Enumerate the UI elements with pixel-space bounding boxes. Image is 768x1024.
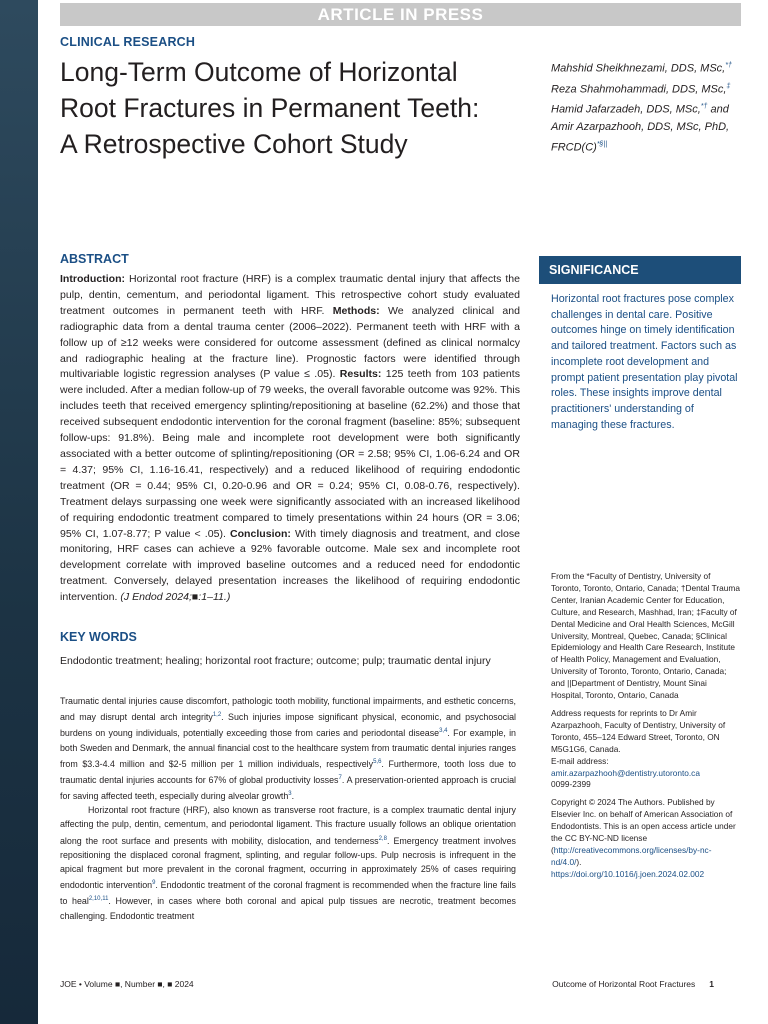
section-label: CLINICAL RESEARCH	[60, 35, 196, 49]
conclusion-text: With timely diagnosis and treatment, and close monitoring, HRF cases can achieve a 92% favorable outcome. Male sex and incomplete root development correlate with improved baseline outcomes and a reduced need for endodontic treatment. Conversely, delayed presentation increases the likelihood of requiring endodontic intervention.	[60, 527, 520, 604]
ref-link[interactable]: 3	[288, 791, 292, 798]
copyright-text: Copyright © 2024 The Authors. Published by Elsevier Inc. on behalf of American Association of Endodontists. This is an open access article under the CC BY-NC-ND license (	[551, 797, 736, 855]
significance-heading: SIGNIFICANCE	[539, 256, 741, 284]
running-title: Outcome of Horizontal Root Fractures	[552, 979, 696, 989]
body-p2-b: . Emergency treatment involves repositioning the displaced coronal fragment, splinting, and regular follow-ups. Pulp necrosis is infrequent in the apical fragment but more prevalent in the coronal fragment, occurring in approximately 25% of cases requiring endodontic intervention	[60, 835, 516, 891]
body-p1-f: .	[291, 791, 295, 802]
results-label: Results:	[335, 368, 382, 381]
body-p1-c: . For example, in both Sweden and Denmark, the annual financial cost to the healthcare system from traumatic dental injuries ranges from $3.3-4.4 million and $2-5 million per 1 million individuals, respectively	[60, 728, 516, 769]
footer-running-title	[552, 979, 714, 989]
ref-link[interactable]: 7	[338, 774, 342, 781]
author-2-affil: ‡	[726, 82, 731, 90]
license-link[interactable]: http://creativecommons.org/licenses/by-nc-nd/4.0/	[551, 844, 712, 867]
body-p2-a: Horizontal root fracture (HRF), also known as transverse root fracture, is a complex traumatic dental injury affecting the pulp, dentin, cementum, and periodontal ligament. This fracture usually follows an oblique orientation along the root surface and presents with mobility, dislocation, and tenderness	[60, 805, 516, 846]
author-3: Hamid Jafarzadeh, DDS, MSc,	[551, 103, 701, 116]
body-paragraph-2	[60, 803, 516, 923]
body-p1-b: . Such injuries impose significant physical, economic, and psychosocial burdens on young individuals, potentially exceeding those from caries and periodontal disease	[60, 712, 516, 739]
conclusion-label: Conclusion:	[225, 527, 291, 540]
ref-link[interactable]: 9	[152, 880, 156, 887]
reprint-address	[551, 708, 741, 779]
results-text: 125 teeth from 103 patients were included. After a median follow-up of 79 weeks, the overall favorable outcome was 92%. This includes teeth that received emergency splinting/repositioning at baseline (62.2%) and those that received subsequent endodontic intervention for the coronal fragment (baseline: 85%; subsequent follow-ups: 91.8%). Being male and incomplete root development were both significantly associated with a better outcome of splinting/repositioning (OR = 2.58; 95% CI, 1.06-6.24 and OR = 4.37; 95% CI, 1.16-16.41, respectively) and a reduced likelihood of requiring endodontic treatment (OR = 0.44; 95% CI, 0.20-0.96 and OR = 0.24; 95% CI, 0.08-0.76, respectively). Treatment delays surpassing one week were significantly associated with an increased likelihood of requiring endodontic treatment compared to timely presentations within 24 hours (OR = 3.06; 95% CI, 1.07-8.77; P value < .05).	[60, 368, 520, 540]
significance-text: Horizontal root fractures pose complex challenges in dental care. Positive outcomes hinge on timely identification and tailored treatment. Factors such as incomplete root development and prompt patient presentation play pivotal roles. These insights improve dental practitioners' understanding of managing these fractures.	[551, 293, 738, 431]
author-3-affil: *†	[700, 103, 708, 111]
ref-link[interactable]: 2,8	[378, 835, 387, 842]
body-p2-c: . Endodontic treatment of the coronal fragment is recommended when the fracture line fails to heal	[60, 880, 516, 907]
doi-link[interactable]: https://doi.org/10.1016/j.joen.2024.02.002	[551, 868, 705, 879]
author-1-affil: *†	[725, 62, 732, 69]
author-1: Mahshid Sheikhnezami, DDS, MSc,	[551, 62, 726, 75]
ref-link[interactable]: 1,2	[212, 712, 222, 719]
methods-text: We analyzed clinical and radiographic data from a dental trauma center (2006–2022). Permanent teeth with HRF with a follow up of ≥12 weeks were considered for outcome assessment (defined as clinical normalcy and radiographic healing at the fracture line). Prognostic factors were identified through multivariable logistic regression analyses (P value ≤ .05).	[60, 304, 520, 381]
article-title: Long-Term Outcome of Horizontal Root Fractures in Permanent Teeth: A Retrospective Cohort Study	[60, 57, 480, 159]
page-number: 1	[709, 979, 714, 989]
article-in-press-banner: ARTICLE IN PRESS	[60, 3, 741, 26]
author-2: Reza Shahmohammadi, DDS, MSc,	[551, 83, 727, 96]
body-p1-d: . Furthermore, tooth loss due to traumatic dental injuries accounts for 67% of global productivity losses	[60, 758, 516, 785]
author-4: Amir Azarpazhooh, DDS, MSc, PhD, FRCD(C)	[551, 120, 730, 154]
ref-link[interactable]: 5,6	[373, 758, 382, 765]
email-link[interactable]: amir.azarpazhooh@dentistry.utoronto.ca	[551, 767, 700, 778]
intro-text: Horizontal root fracture (HRF) is a complex traumatic dental injury that affects the pulp, dentin, cementum, and periodontal ligament. This retrospective cohort study evaluated treatment outcomes in permanent teeth with HRF.	[60, 273, 520, 317]
body-p2-d: . However, in cases where both coronal and apical pulp tissues are necrotic, treatment becomes challenging. Endodontic treatment	[60, 896, 516, 921]
keywords-heading: KEY WORDS	[60, 630, 137, 644]
left-color-bar	[0, 0, 38, 1024]
methods-label: Methods:	[324, 304, 380, 317]
affiliations-block	[551, 571, 741, 887]
address-text: Address requests for reprints to Dr Amir Azarpazhooh, Faculty of Dentistry, University of Toronto, 455–124 Edward Street, Toronto, ON M5G1G6, Canada.	[551, 707, 726, 754]
ref-link[interactable]: 3,4	[439, 728, 448, 735]
affiliations-text: From the *Faculty of Dentistry, University of Toronto, Toronto, Ontario, Canada; †Dental Trauma Center, Iranian Academic Center for Education, Culture, and Research, Mashhad, Iran; ‡Faculty of Dental Medicine and Oral Health Sciences, McGill University, Montreal, Quebec, Canada; §Clinical Epidemiology and Health Care Research, Institute of Health Policy, Management and Evaluation, University of Toronto, Toronto, Ontario, Canada; and ||Department of Dentistry, Mount Sinai Hospital, Toronto, Ontario, Canada	[551, 571, 740, 701]
issn: 0099-2399	[551, 779, 591, 790]
abstract-heading: ABSTRACT	[60, 252, 129, 266]
author-list	[551, 57, 751, 157]
body-p1-e: . A preservation-oriented approach is crucial for saving affected teeth, especially during alveolar growth	[60, 774, 516, 802]
body-paragraph-1	[60, 694, 516, 803]
citation-text: (J Endod 2024;■:1–11.)	[117, 591, 231, 604]
author-and: and	[707, 103, 729, 116]
ref-link[interactable]: 2,10,11	[88, 896, 109, 903]
email-label: E-mail address:	[551, 755, 609, 766]
body-text	[60, 694, 516, 923]
author-4-affil: *§||	[596, 140, 608, 148]
keywords-text: Endodontic treatment; healing; horizontal root fracture; outcome; pulp; traumatic dental injury	[60, 655, 491, 667]
copyright-end: ).	[576, 856, 582, 867]
abstract-body	[60, 272, 520, 606]
footer-journal-info: JOE • Volume ■, Number ■, ■ 2024	[60, 979, 194, 989]
intro-label: Introduction:	[60, 273, 126, 285]
body-p1-a: Traumatic dental injuries cause discomfort, pathologic tooth mobility, functional impairments, and esthetic concerns, and may disrupt dental arch integrity	[60, 696, 516, 723]
copyright-block	[551, 797, 741, 880]
